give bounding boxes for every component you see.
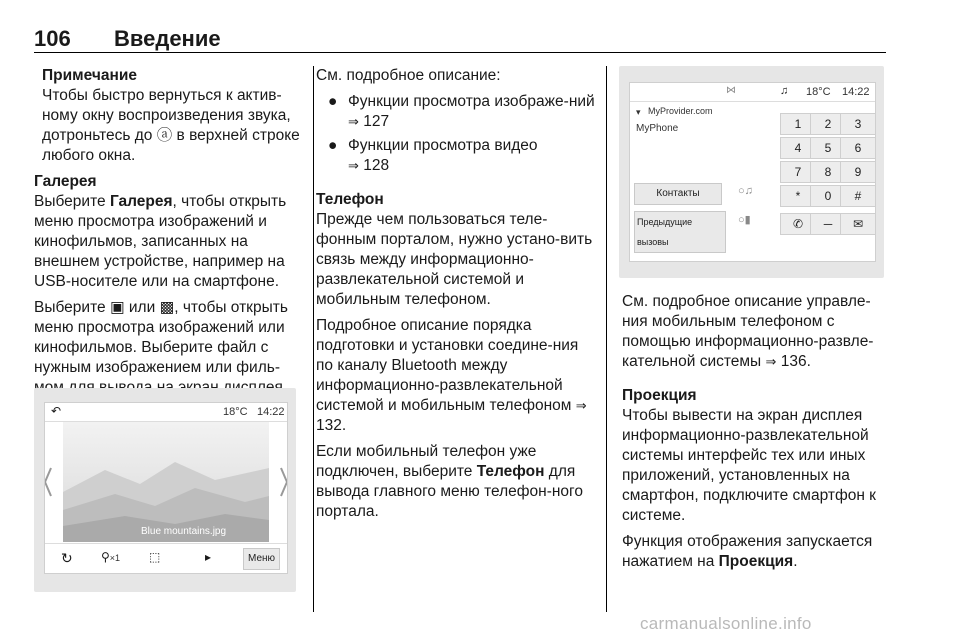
clock: 14:22 xyxy=(257,406,285,418)
page-title: Введение xyxy=(114,26,221,51)
page-ref-icon: ⇒ xyxy=(348,158,359,173)
gallery-screenshot xyxy=(34,388,296,592)
volume-icon[interactable]: ○▮ xyxy=(738,214,751,226)
signal-icon: ▾ xyxy=(636,107,641,117)
dial-key-8[interactable]: 8 xyxy=(810,161,846,183)
next-arrow-icon[interactable] xyxy=(281,468,287,496)
gallery-screen xyxy=(44,402,288,574)
contacts-button[interactable]: Контакты xyxy=(634,183,722,205)
phone-paragraph-3: Если мобильный телефон уже подключен, выберите Телефон для вывода главного меню телефон-ного портала. xyxy=(316,443,583,520)
gallery-toolbar xyxy=(45,543,287,574)
projection-paragraph-1: Чтобы вывести на экран дисплея информационно-развлекательной системы интерфейс тех или иных приложений, установленных на смартфон, подключите смартфон к системе. xyxy=(622,407,876,524)
bullet-image-viewer: ● Функции просмотра изображе-ний ⇒ 127 xyxy=(328,93,595,130)
phone-screen xyxy=(629,82,876,262)
dial-key-star[interactable]: * xyxy=(780,185,816,207)
play-icon[interactable]: ▸ xyxy=(205,550,212,564)
phone-screenshot xyxy=(619,66,884,278)
sms-icon[interactable]: ✉ xyxy=(840,213,876,235)
gallery-paragraph-2: Выберите ▣ или ▩, чтобы открыть меню просмотра изображений или кинофильмов. Выберите файл с нужным изображением или филь- xyxy=(34,299,288,376)
projection-paragraph-2: Функция отображения запускается нажатием на Проекция. xyxy=(622,533,873,570)
column-1 xyxy=(34,66,302,404)
page-header xyxy=(34,26,886,53)
bullet-video-viewer: ● Функции просмотра видео ⇒ 128 xyxy=(328,137,538,174)
rotate-icon[interactable]: ↻ xyxy=(61,550,73,566)
menu-button[interactable]: Меню xyxy=(243,548,280,570)
gallery-paragraph-1: Выберите Галерея, чтобы открыть меню просмотра изображений и кинофильмов, записанных на внешнем устройстве, например на USB-носителе или на смартфоне. xyxy=(34,193,287,290)
music-icon[interactable]: ♫ xyxy=(780,85,789,97)
dial-key-2[interactable]: 2 xyxy=(810,113,846,135)
note-block xyxy=(34,66,302,166)
gallery-title: Галерея xyxy=(34,173,97,190)
dial-key-4[interactable]: 4 xyxy=(780,137,816,159)
call-icon[interactable]: ✆ xyxy=(780,213,816,235)
column-divider-1 xyxy=(313,66,314,612)
mute-icon[interactable]: ○♫ xyxy=(738,185,753,197)
movie-icon: ▩ xyxy=(159,299,175,316)
phone-paragraph-1: Прежде чем пользоваться теле-фонным порталом, нужно устано-вить связь между информационно-развлекательной системой и мобильным телефоном. xyxy=(316,211,593,308)
fit-screen-icon[interactable]: ⬚ xyxy=(149,550,161,564)
dial-key-1[interactable]: 1 xyxy=(780,113,816,135)
device-name: MyPhone xyxy=(636,123,679,134)
status-bar xyxy=(630,83,875,102)
projection-title: Проекция xyxy=(622,387,697,404)
dial-key-hash[interactable]: # xyxy=(840,185,876,207)
column-divider-2 xyxy=(606,66,607,612)
hang-up-icon[interactable]: ─ xyxy=(810,213,846,235)
dial-key-3[interactable]: 3 xyxy=(840,113,876,135)
page-ref-icon: ⇒ xyxy=(575,398,587,413)
back-icon[interactable]: ↶ xyxy=(51,404,62,418)
column-2 xyxy=(316,66,598,528)
phone-detail-text: См. подробное описание управле-ния мобильным телефоном с помощью информационно-развле-кательной системы ⇒ 136. xyxy=(622,293,874,370)
recent-calls-button[interactable]: Предыдущие вызовы xyxy=(634,211,726,253)
picture-icon: ▣ xyxy=(109,299,125,316)
zoom-icon[interactable]: ⚲×1 xyxy=(101,550,121,564)
column-3 xyxy=(622,292,888,578)
clock: 14:22 xyxy=(842,86,870,98)
dial-key-5[interactable]: 5 xyxy=(810,137,846,159)
dial-key-6[interactable]: 6 xyxy=(840,137,876,159)
note-text: Чтобы быстро вернуться к актив-ному окну воспроизведения звука, дотроньтесь до ⓐ в верхней строке любого окна. xyxy=(42,87,300,164)
see-detail-text: См. подробное описание: xyxy=(316,67,501,84)
page-ref-icon: ⇒ xyxy=(348,114,359,129)
temperature: 18°C xyxy=(223,406,248,418)
dial-key-0[interactable]: 0 xyxy=(810,185,846,207)
phone-paragraph-2: Подробное описание порядка подготовки и установки соедине-ния по каналу Bluetooth между информационно-развлекательной системой и мобильным телефоном ⇒ 132. xyxy=(316,317,587,434)
note-title: Примечание xyxy=(42,67,137,84)
page-ref-icon: ⇒ xyxy=(765,354,777,369)
mountain-image xyxy=(45,422,287,542)
dial-key-9[interactable]: 9 xyxy=(840,161,876,183)
provider-name: MyProvider.com xyxy=(648,106,713,116)
temperature: 18°C xyxy=(806,86,831,98)
bluetooth-icon: ⋈ xyxy=(726,85,736,96)
status-bar xyxy=(45,403,287,422)
dial-key-7[interactable]: 7 xyxy=(780,161,816,183)
watermark: carmanualsonline.info xyxy=(640,614,812,633)
phone-title: Телефон xyxy=(316,191,384,208)
image-caption: Blue mountains.jpg xyxy=(141,526,227,537)
previous-arrow-icon[interactable] xyxy=(45,468,51,496)
page-number: 106 xyxy=(34,26,71,51)
